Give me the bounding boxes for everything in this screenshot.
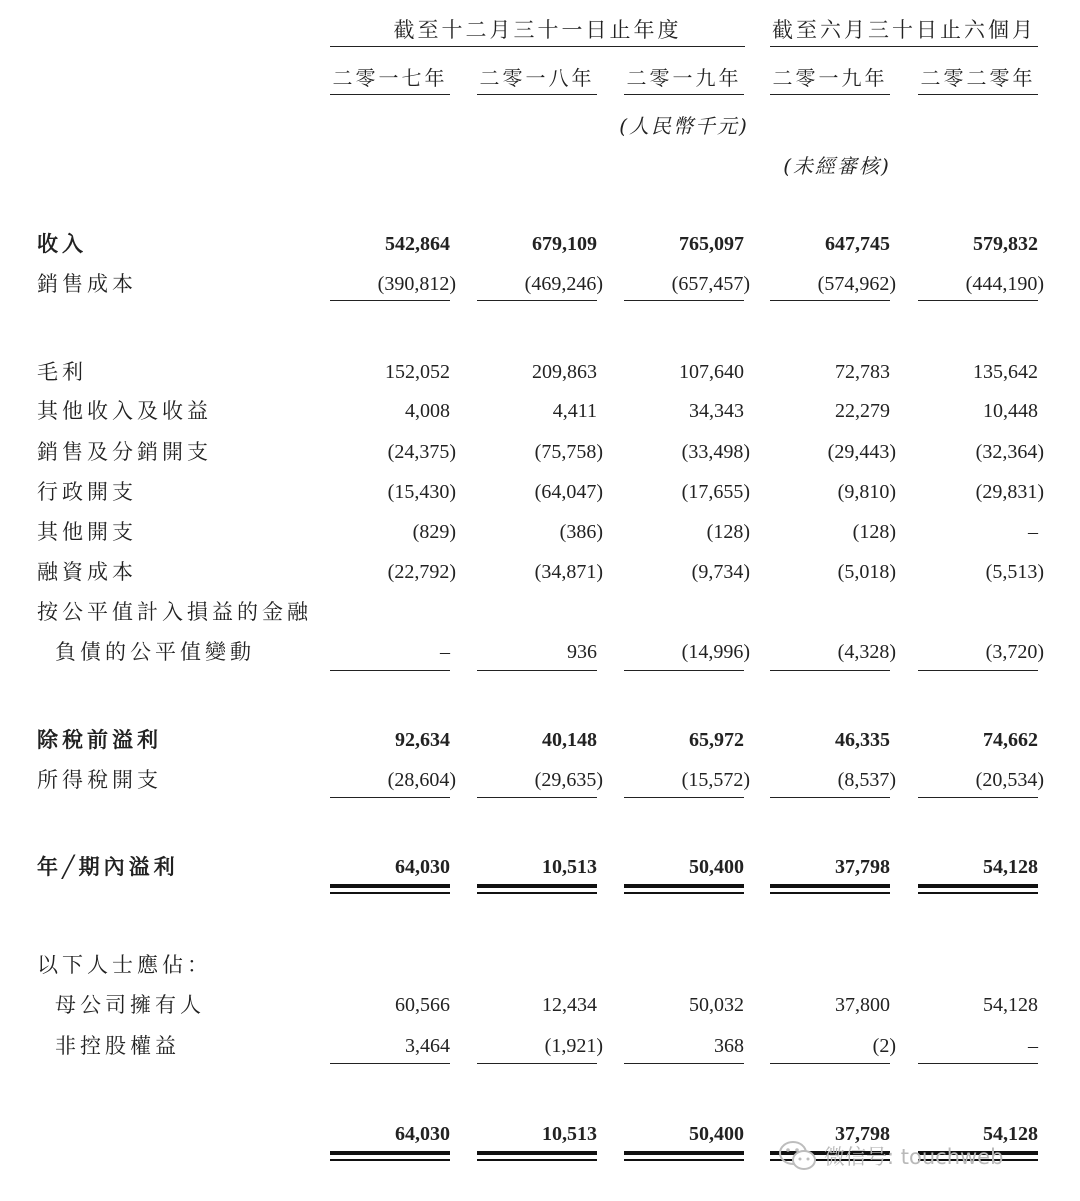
cell-admin-2019h1: (9,810)	[837, 481, 896, 503]
cell-selling-2018: (75,758)	[534, 441, 603, 463]
year-rule	[330, 94, 450, 95]
total-double-rule	[330, 1159, 450, 1161]
cell-fair-value-2017: –	[440, 641, 450, 663]
cell-selling-2020h1: (32,364)	[975, 441, 1044, 463]
cell-other-income-2018: 4,411	[552, 400, 597, 422]
total-double-rule	[477, 1159, 597, 1161]
total-double-rule	[624, 884, 744, 888]
total-double-rule	[477, 892, 597, 894]
subtotal-rule	[770, 797, 890, 798]
cell-total-2019h1: 37,798	[835, 1123, 890, 1145]
cell-other-exp-2019h1: (128)	[852, 521, 896, 543]
cell-other-exp-2018: (386)	[559, 521, 603, 543]
cell-nci-2020h1: –	[1028, 1035, 1038, 1057]
cell-admin-2020h1: (29,831)	[975, 481, 1044, 503]
year-header-2019: 二零一九年	[626, 66, 742, 90]
cell-cost-2019: (657,457)	[671, 273, 750, 295]
cell-parent-2018: 12,434	[542, 994, 597, 1016]
subtotal-rule	[918, 797, 1038, 798]
total-double-rule	[330, 892, 450, 894]
cell-gross-2017: 152,052	[385, 361, 450, 383]
total-double-rule	[477, 884, 597, 888]
row-label-parent-owners: 母公司擁有人	[55, 993, 205, 1017]
cell-fair-value-2019h1: (4,328)	[837, 641, 896, 663]
subtotal-rule	[624, 300, 744, 301]
unit-note: (人民幣千元)	[619, 114, 749, 138]
row-label-attributable-to: 以下人士應佔：	[37, 953, 212, 977]
cell-tax-2019h1: (8,537)	[837, 769, 896, 791]
header-interim-rule	[770, 46, 1038, 47]
cell-other-income-2019: 34,343	[689, 400, 744, 422]
header-annual-period: 截至十二月三十一日止年度	[393, 18, 682, 42]
unaudited-note: (未經審核)	[783, 154, 891, 178]
cell-nci-2019h1: (2)	[872, 1035, 896, 1057]
year-rule	[918, 94, 1038, 95]
cell-fair-value-2018: 936	[567, 641, 597, 663]
wechat-icon	[778, 1139, 818, 1173]
cell-total-2019: 50,400	[689, 1123, 744, 1145]
row-label-profit-before-tax: 除稅前溢利	[37, 727, 162, 752]
subtotal-rule	[918, 300, 1038, 301]
year-header-2018: 二零一八年	[479, 66, 595, 90]
cell-finance-2019: (9,734)	[691, 561, 750, 583]
cell-gross-2018: 209,863	[532, 361, 597, 383]
subtotal-rule	[330, 670, 450, 671]
cell-nci-2019: 368	[714, 1035, 744, 1057]
cell-admin-2019: (17,655)	[681, 481, 750, 503]
cell-parent-2019: 50,032	[689, 994, 744, 1016]
cell-nci-2018: (1,921)	[544, 1035, 603, 1057]
year-header-2020-interim: 二零二零年	[920, 66, 1036, 90]
cell-finance-2018: (34,871)	[534, 561, 603, 583]
cell-cost-2017: (390,812)	[377, 273, 456, 295]
year-rule	[770, 94, 890, 95]
cell-profit-2018: 10,513	[542, 856, 597, 878]
subtotal-rule	[330, 797, 450, 798]
cell-revenue-2019: 765,097	[679, 233, 744, 255]
subtotal-rule	[770, 1063, 890, 1064]
cell-parent-2017: 60,566	[395, 994, 450, 1016]
cell-revenue-2017: 542,864	[385, 233, 450, 255]
cell-selling-2019: (33,498)	[681, 441, 750, 463]
row-label-admin-expenses: 行政開支	[37, 480, 137, 504]
header-annual-rule	[330, 46, 745, 47]
cell-total-2017: 64,030	[395, 1123, 450, 1145]
total-double-rule	[770, 892, 890, 894]
row-label-income-tax: 所得稅開支	[37, 768, 162, 792]
total-double-rule	[624, 1151, 744, 1155]
total-double-rule	[477, 1151, 597, 1155]
cell-finance-2017: (22,792)	[387, 561, 456, 583]
row-label-other-expenses: 其他開支	[37, 520, 137, 544]
cell-admin-2018: (64,047)	[534, 481, 603, 503]
subtotal-rule	[330, 1063, 450, 1064]
cell-pbt-2020h1: 74,662	[983, 729, 1038, 751]
row-label-cost-of-sales: 銷售成本	[37, 272, 137, 296]
cell-gross-2020h1: 135,642	[973, 361, 1038, 383]
cell-gross-2019: 107,640	[679, 361, 744, 383]
cell-tax-2019: (15,572)	[681, 769, 750, 791]
cell-finance-2020h1: (5,513)	[985, 561, 1044, 583]
total-double-rule	[330, 1151, 450, 1155]
cell-total-2020h1: 54,128	[983, 1123, 1038, 1145]
cell-pbt-2018: 40,148	[542, 729, 597, 751]
cell-gross-2019h1: 72,783	[835, 361, 890, 383]
cell-other-income-2019h1: 22,279	[835, 400, 890, 422]
subtotal-rule	[477, 797, 597, 798]
cell-pbt-2019h1: 46,335	[835, 729, 890, 751]
cell-selling-2019h1: (29,443)	[827, 441, 896, 463]
cell-cost-2020h1: (444,190)	[965, 273, 1044, 295]
cell-other-exp-2017: (829)	[412, 521, 456, 543]
total-double-rule	[770, 884, 890, 888]
cell-nci-2017: 3,464	[405, 1035, 450, 1057]
total-double-rule	[624, 892, 744, 894]
cell-profit-2019: 50,400	[689, 856, 744, 878]
year-rule	[624, 94, 744, 95]
subtotal-rule	[624, 797, 744, 798]
year-rule	[477, 94, 597, 95]
subtotal-rule	[918, 670, 1038, 671]
cell-profit-2017: 64,030	[395, 856, 450, 878]
cell-revenue-2018: 679,109	[532, 233, 597, 255]
row-label-revenue: 收入	[37, 231, 87, 256]
row-label-fair-value-line1: 按公平值計入損益的金融	[37, 600, 312, 624]
cell-pbt-2019: 65,972	[689, 729, 744, 751]
row-label-non-controlling: 非控股權益	[55, 1034, 180, 1058]
cell-other-income-2017: 4,008	[405, 400, 450, 422]
cell-selling-2017: (24,375)	[387, 441, 456, 463]
row-label-gross-profit: 毛利	[37, 360, 87, 384]
subtotal-rule	[770, 300, 890, 301]
cell-cost-2018: (469,246)	[524, 273, 603, 295]
watermark-text: 微信号: touchweb	[824, 1145, 1004, 1169]
cell-other-exp-2020h1: –	[1028, 521, 1038, 543]
cell-revenue-2019h1: 647,745	[825, 233, 890, 255]
subtotal-rule	[624, 1063, 744, 1064]
cell-tax-2018: (29,635)	[534, 769, 603, 791]
subtotal-rule	[330, 300, 450, 301]
row-label-other-income: 其他收入及收益	[37, 399, 212, 423]
cell-cost-2019h1: (574,962)	[817, 273, 896, 295]
cell-parent-2019h1: 37,800	[835, 994, 890, 1016]
subtotal-rule	[477, 300, 597, 301]
cell-profit-2020h1: 54,128	[983, 856, 1038, 878]
total-double-rule	[918, 892, 1038, 894]
cell-fair-value-2020h1: (3,720)	[985, 641, 1044, 663]
subtotal-rule	[477, 670, 597, 671]
cell-tax-2020h1: (20,534)	[975, 769, 1044, 791]
row-label-finance-costs: 融資成本	[37, 560, 137, 584]
cell-pbt-2017: 92,634	[395, 729, 450, 751]
cell-revenue-2020h1: 579,832	[973, 233, 1038, 255]
cell-finance-2019h1: (5,018)	[837, 561, 896, 583]
cell-other-income-2020h1: 10,448	[983, 400, 1038, 422]
watermark	[778, 1138, 1003, 1174]
year-header-2017: 二零一七年	[332, 66, 448, 90]
total-double-rule	[624, 1159, 744, 1161]
header-interim-period: 截至六月三十日止六個月	[772, 18, 1036, 42]
subtotal-rule	[624, 670, 744, 671]
year-header-2019-interim: 二零一九年	[772, 66, 888, 90]
cell-admin-2017: (15,430)	[387, 481, 456, 503]
subtotal-rule	[477, 1063, 597, 1064]
row-label-selling-expenses: 銷售及分銷開支	[37, 440, 212, 464]
cell-profit-2019h1: 37,798	[835, 856, 890, 878]
subtotal-rule	[918, 1063, 1038, 1064]
cell-parent-2020h1: 54,128	[983, 994, 1038, 1016]
cell-tax-2017: (28,604)	[387, 769, 456, 791]
row-label-profit-for-period: 年╱期內溢利	[37, 854, 179, 879]
subtotal-rule	[770, 670, 890, 671]
total-double-rule	[918, 884, 1038, 888]
cell-fair-value-2019: (14,996)	[681, 641, 750, 663]
total-double-rule	[330, 884, 450, 888]
cell-total-2018: 10,513	[542, 1123, 597, 1145]
cell-other-exp-2019: (128)	[706, 521, 750, 543]
row-label-fair-value-line2: 負債的公平值變動	[55, 640, 255, 664]
